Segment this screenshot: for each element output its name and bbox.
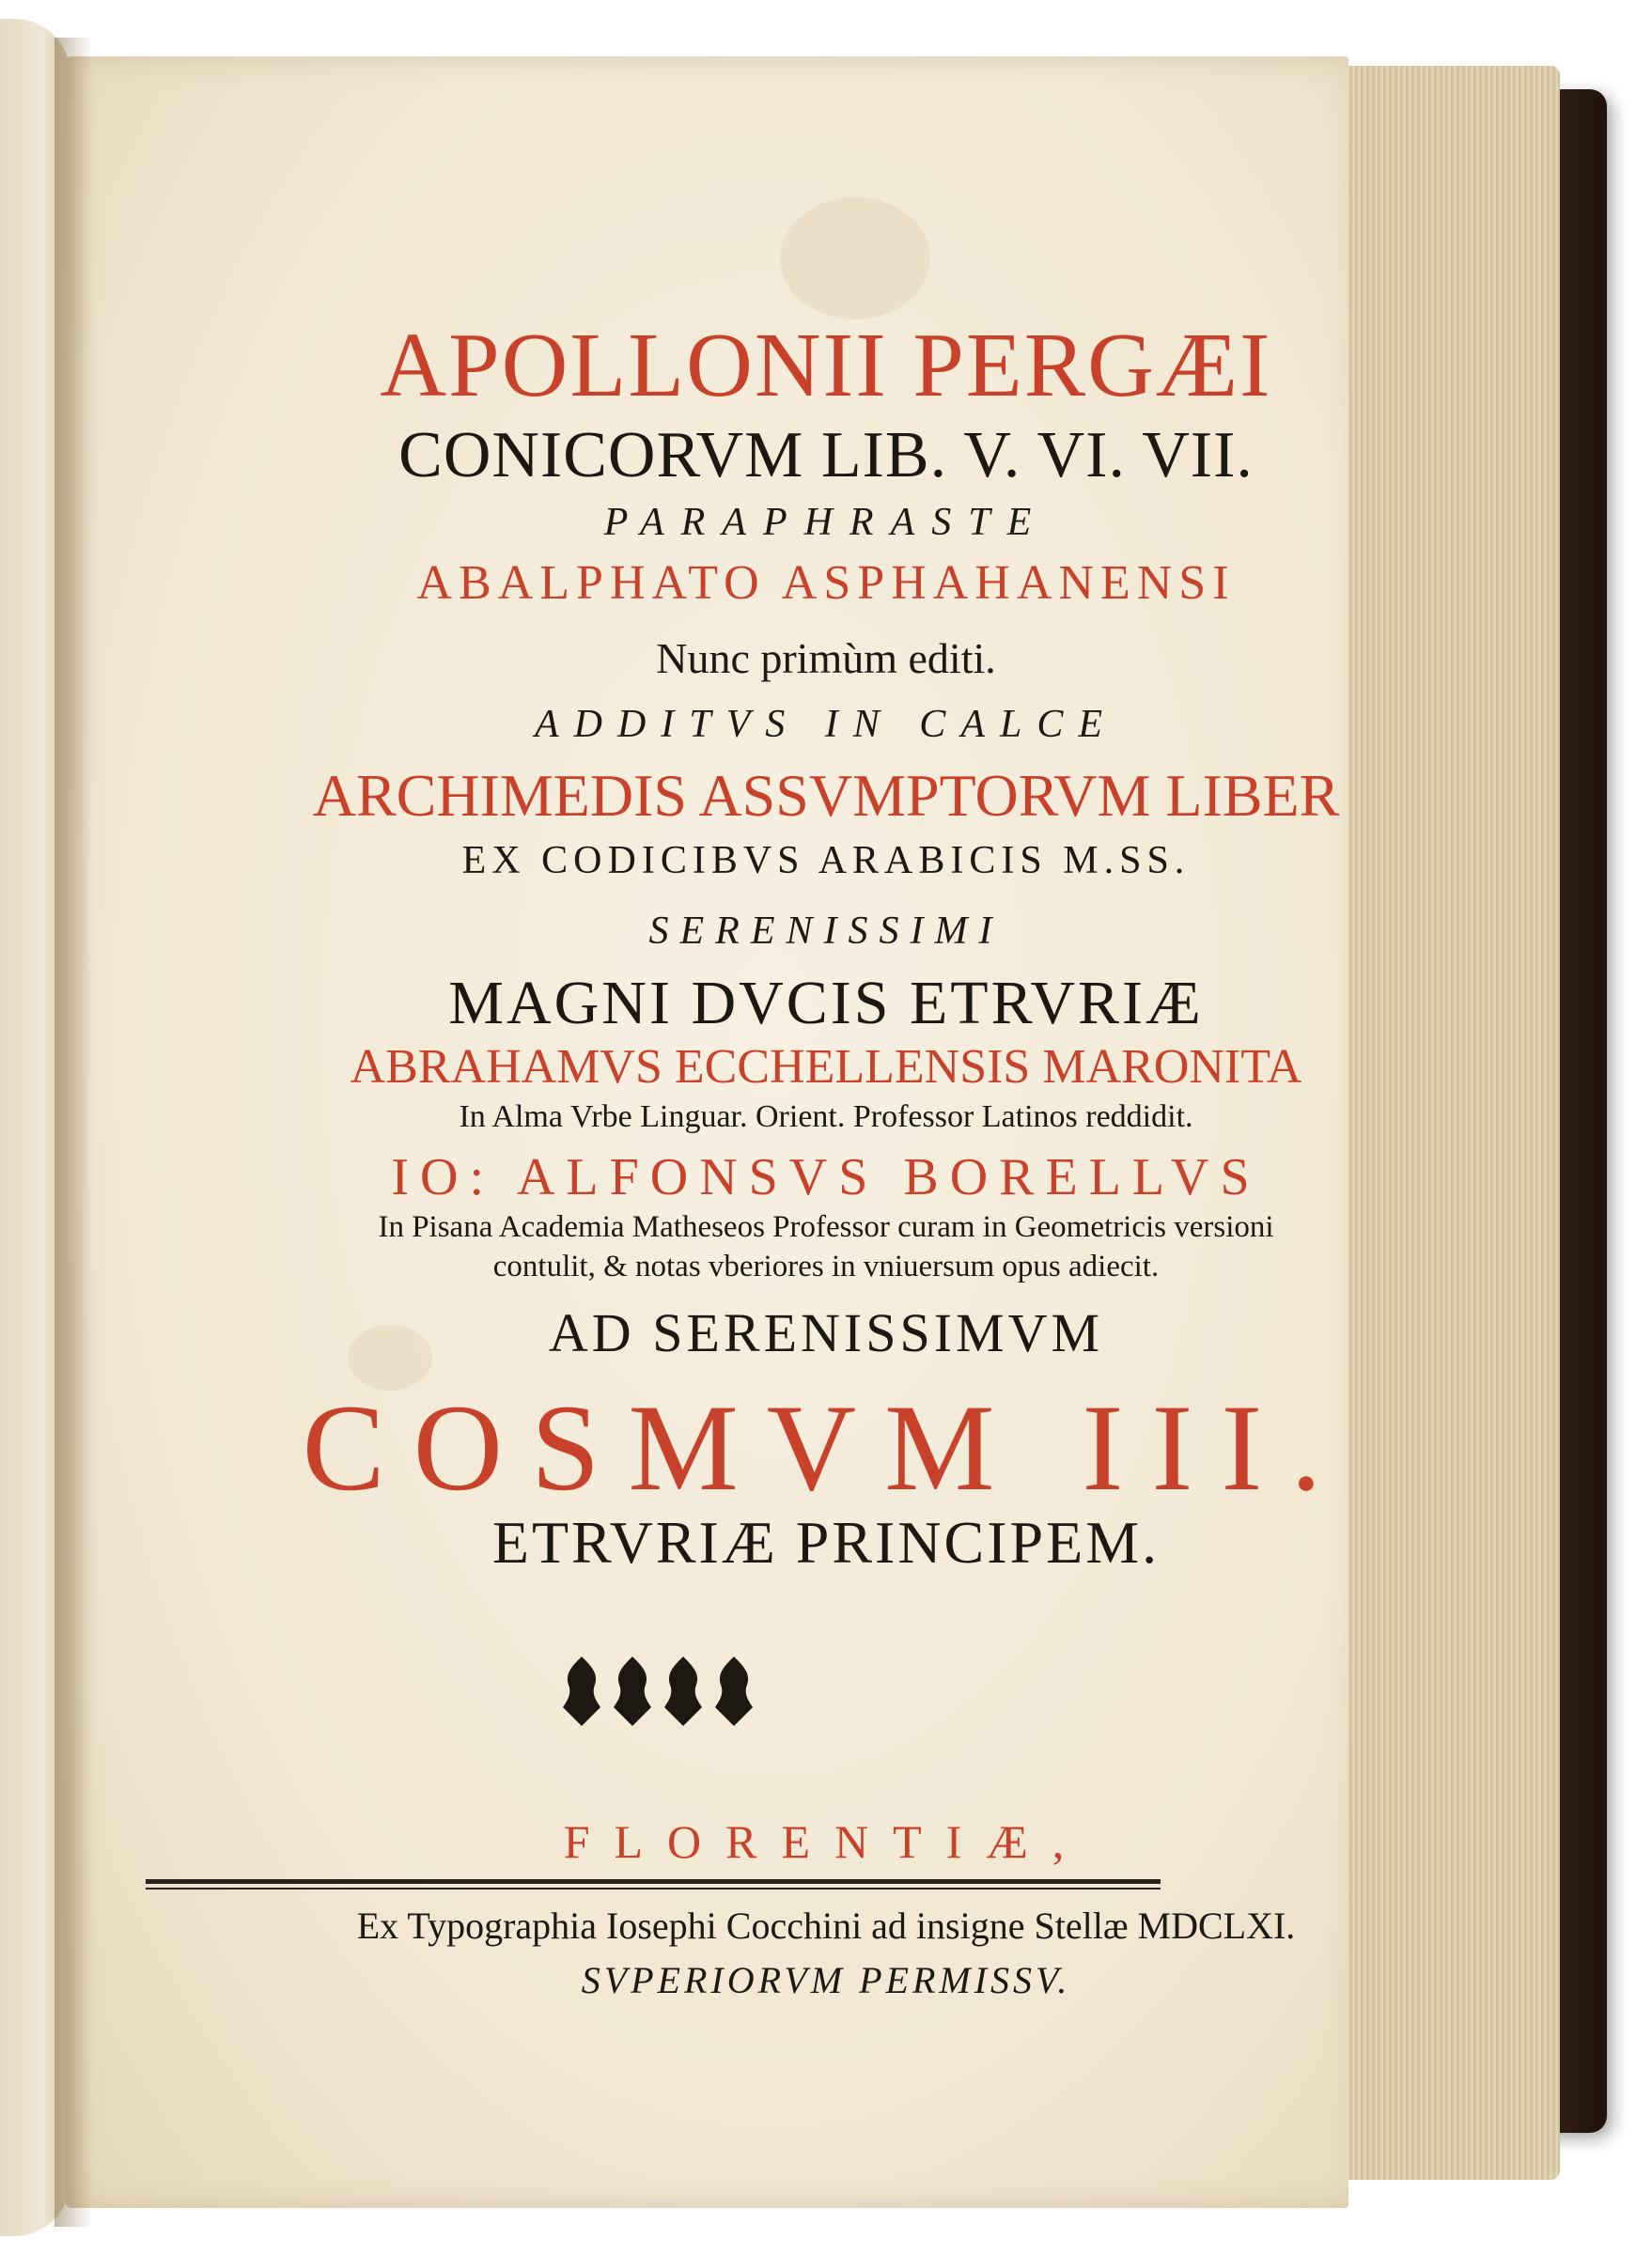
fleuron-ornament-icon <box>610 1653 655 1730</box>
fleuron-ornament-icon <box>554 1649 761 1734</box>
serenissimi-label: SERENISSIMI <box>648 910 1004 953</box>
paraphraste-label: PARAPHRASTE <box>603 501 1049 544</box>
dedication-label: AD SERENISSIMVM <box>548 1302 1104 1363</box>
additus-label: ADDITVS IN CALCE <box>534 703 1117 746</box>
paper-stain <box>780 197 930 319</box>
editor-note-2: contulit, & notas vberiores in vniuersum opus adiecit. <box>492 1250 1160 1283</box>
dedicatee-title: ETRVRIÆ PRINCIPEM. <box>491 1509 1161 1576</box>
editor-note-1: In Pisana Academia Matheseos Professor curam in Geometricis versioni <box>378 1210 1274 1244</box>
editor-name: IO: ALFONSVS BORELLVS <box>391 1148 1261 1206</box>
translator-note: In Alma Vrbe Linguar. Orient. Professor Latinos reddidit. <box>459 1099 1193 1134</box>
paraphrast-name: ABALPHATO ASPHAHANENSI <box>416 556 1236 610</box>
title-work: CONICORVM LIB. V. VI. VII. <box>398 419 1254 491</box>
imprint-rule-thin <box>146 1888 1161 1890</box>
fleuron-ornament-icon <box>661 1653 706 1730</box>
fleuron-ornament-icon <box>711 1653 756 1730</box>
archimedes-title: ARCHIMEDIS ASSVMPTORVM LIBER <box>312 762 1340 829</box>
dedicatee-name: COSMVM III. <box>302 1378 1350 1516</box>
imprint-city: FLORENTIÆ, <box>563 1815 1089 1868</box>
imprint-printer: Ex Typographia Iosephi Cocchini ad insigne Stellæ MDCLXI. <box>356 1905 1296 1947</box>
imprint-permission: SVPERIORVM PERMISSV. <box>581 1959 1071 2001</box>
source-note: EX CODICIBVS ARABICIS M.SS. <box>461 839 1191 882</box>
fleuron-ornament-icon <box>559 1653 604 1730</box>
title-author: APOLLONII PERGÆI <box>380 315 1272 416</box>
imprint-rule <box>146 1879 1161 1884</box>
patron-title: MAGNI DVCIS ETRVRIÆ <box>448 969 1204 1037</box>
translator-name: ABRAHAMVS ECCHELLENSIS MARONITA <box>350 1040 1302 1094</box>
edition-note: Nunc primùm editi. <box>656 634 996 682</box>
